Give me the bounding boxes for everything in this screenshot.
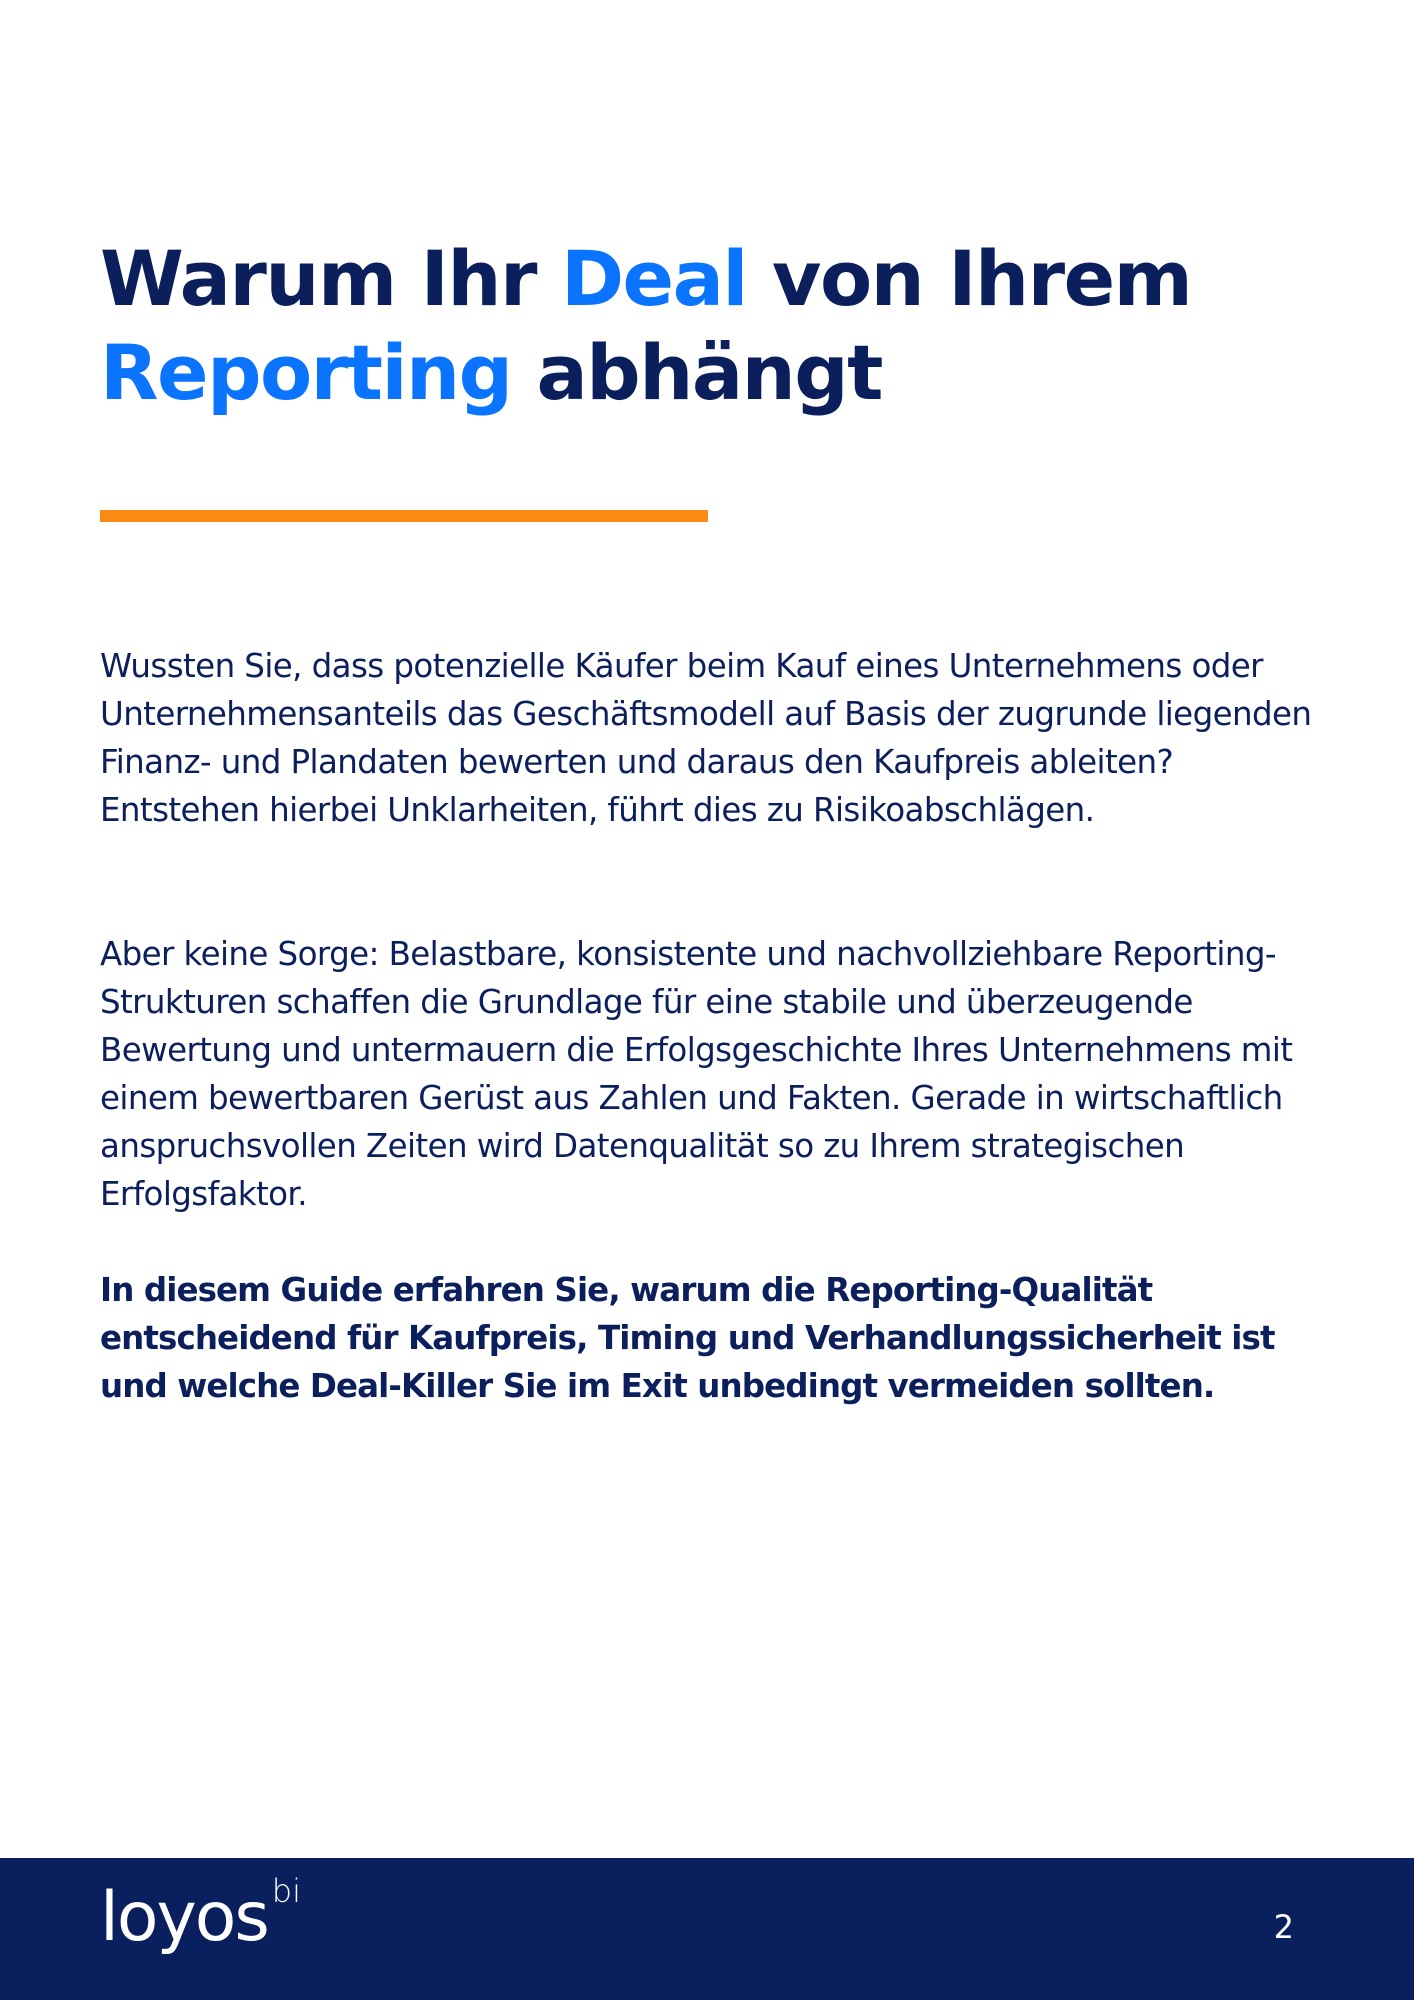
title-accent-deal: Deal [560, 234, 747, 323]
footer-bar [0, 1858, 1414, 2000]
title-line-1 [100, 232, 1320, 326]
logo-superscript: bi [271, 1872, 301, 1910]
intro-paragraph: Wussten Sie, dass potenzielle Käufer beim Kauf eines Unternehmens oder Unternehmensanteils das Geschäftsmodell auf Basis der zugrunde liegenden Finanz- und Plandaten bewerten und daraus den Kaufpreis ableiten? Entstehen hierbei Unklarheiten, führt dies zu Risikoabschlägen. [100, 647, 1312, 829]
page-number: 2 [1273, 1908, 1294, 1946]
reassurance-paragraph: Aber keine Sorge: Belastbare, konsistente und nachvollziehbare Reporting-Strukturen schaffen die Grundlage für eine stabile und überzeugende Bewertung und untermauern die Erfolgsgeschichte Ihres Unternehmens mit einem bewertbaren Gerüst aus Zahlen und Fakten. Gerade in wirtschaftlich anspruchsvollen Zeiten wird Datenqualität so zu Ihrem strategischen Erfolgsfaktor. [100, 935, 1293, 1213]
title-text: abhängt [511, 328, 882, 417]
page-title [100, 232, 1320, 420]
summary-paragraph: In diesem Guide erfahren Sie, warum die Reporting-Qualität entscheidend für Kaufpreis, Timing und Verhandlungssicherheit ist und welche Deal-Killer Sie im Exit unbedingt vermeiden sollten. [100, 1271, 1275, 1405]
logo-wordmark: loyos [100, 1878, 268, 1957]
title-divider [100, 510, 708, 522]
loyos-bi-logo [100, 1872, 301, 1957]
title-accent-reporting: Reporting [100, 328, 512, 417]
title-line-2 [100, 326, 1320, 420]
title-text: Warum Ihr [100, 234, 561, 323]
title-text: von Ihrem [746, 234, 1192, 323]
